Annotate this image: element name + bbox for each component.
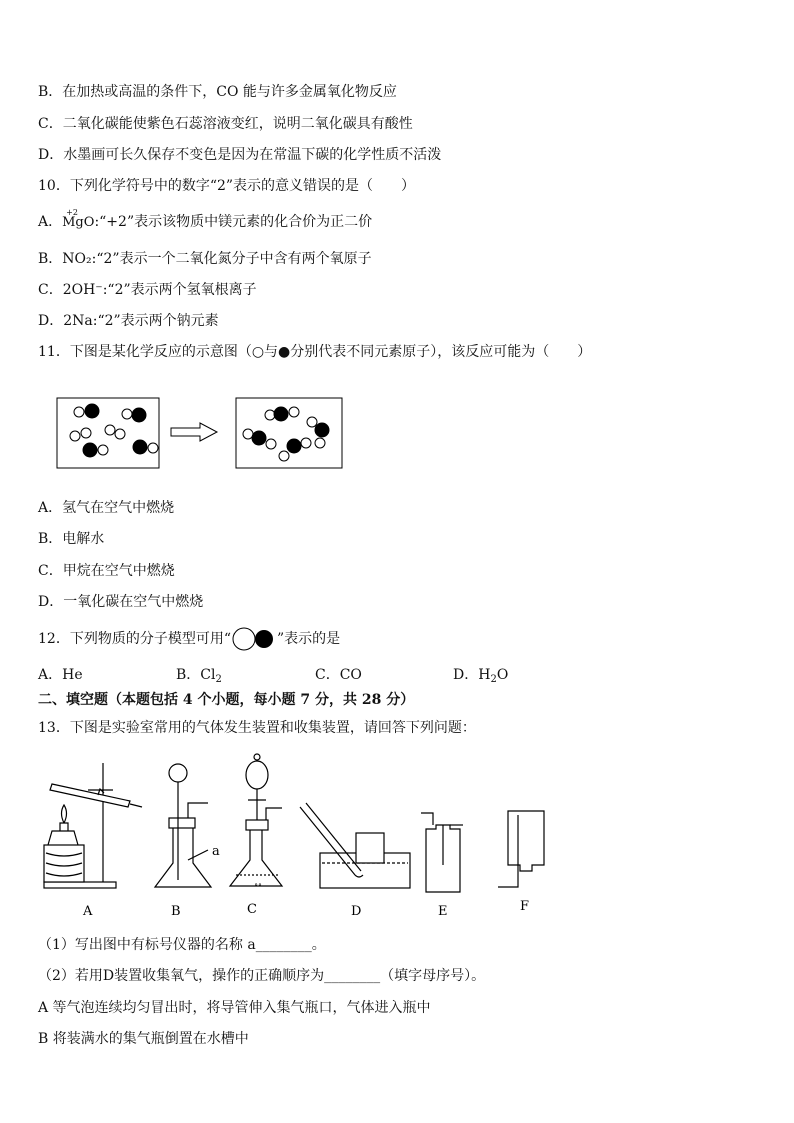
reactant-molecules: [70, 404, 158, 457]
option-11c: C．甲烷在空气中燃烧: [38, 563, 175, 579]
apparatus-c: [230, 754, 282, 889]
option-9c: C．二氧化碳能使紫色石蕊溶液变红，说明二氧化碳具有酸性: [38, 116, 413, 132]
option-10c: C．2OH⁻:“2”表示两个氢氧根离子: [38, 282, 257, 298]
label-a-pointer: a: [212, 844, 220, 859]
option-12b-pre: B．Cl: [176, 667, 216, 683]
valence-oxygen: O: [83, 215, 95, 230]
option-11b: B．电解水: [38, 531, 105, 547]
option-11a: A．氢气在空气中燃烧: [38, 500, 175, 516]
molecule-model-icon: [231, 627, 277, 651]
product-molecules: [243, 407, 329, 461]
question-13-step-a: A 等气泡连续均匀冒出时，将导管伸入集气瓶口，气体进入瓶中: [38, 1000, 431, 1016]
option-10a-prefix: A．: [38, 214, 63, 230]
option-12b-sub: 2: [215, 674, 222, 685]
label-apparatus-a: A: [83, 904, 93, 919]
option-12c: C．CO: [315, 667, 362, 683]
option-12a: A．He: [38, 667, 83, 683]
valence-element: Mg: [62, 215, 84, 230]
valence-notation: [62, 208, 95, 233]
label-apparatus-b: B: [171, 904, 181, 919]
label-apparatus-e: E: [438, 904, 448, 919]
reaction-arrow: [171, 423, 217, 441]
option-10a-text: :“+2”表示该物质中镁元素的化合价为正二价: [94, 214, 373, 230]
apparatus-diagram: [38, 745, 558, 923]
svg-text:∘∘: ∘∘: [254, 880, 262, 889]
question-12: [38, 627, 340, 651]
label-apparatus-c: C: [247, 902, 257, 917]
reaction-diagram: [50, 390, 350, 472]
option-12d: [453, 665, 508, 690]
option-10b: B．NO₂:“2”表示一个二氧化氮分子中含有两个氧原子: [38, 251, 372, 267]
option-11d: D．一氧化碳在空气中燃烧: [38, 594, 204, 610]
question-12-pre: 12．下列物质的分子模型可用“: [38, 631, 231, 647]
label-apparatus-f: F: [520, 899, 530, 914]
option-9b: B．在加热或高温的条件下，CO 能与许多金属氧化物反应: [38, 84, 397, 100]
section-title-2: 二、填空题（本题包括 4 个小题，每小题 7 分，共 28 分）: [38, 692, 415, 708]
valence-charge: +2: [66, 208, 78, 217]
apparatus-a: [44, 763, 142, 888]
option-10d: D．2Na:“2”表示两个钠元素: [38, 313, 219, 329]
option-10a: [38, 208, 373, 233]
question-13-1: （1）写出图中有标号仪器的名称 a________。: [38, 937, 326, 953]
option-12d-sub: 2: [490, 674, 497, 685]
question-11: 11．下图是某化学反应的示意图（○与●分别代表不同元素原子），该反应可能为（ ）: [38, 344, 592, 360]
apparatus-b: [155, 764, 211, 887]
question-13: 13．下图是实验室常用的气体发生装置和收集装置，请回答下列问题：: [38, 720, 476, 736]
option-12b: [176, 665, 222, 690]
option-12d-post: O: [496, 667, 509, 683]
apparatus-e: [421, 813, 463, 892]
label-apparatus-d: D: [351, 904, 362, 919]
question-12-post: ”表示的是: [276, 631, 341, 647]
option-9d: D．水墨画可长久保存不变色是因为在常温下碳的化学性质不活泼: [38, 147, 442, 163]
question-10: 10．下列化学符号中的数字“2”表示的意义错误的是（ ）: [38, 178, 416, 194]
question-13-step-b: B 将装满水的集气瓶倒置在水槽中: [38, 1031, 249, 1047]
question-13-2: （2）若用D装置收集氧气，操作的正确顺序为________（填字母序号）。: [38, 968, 486, 984]
apparatus-d: [300, 803, 410, 888]
option-12d-pre: D．H: [453, 667, 491, 683]
apparatus-f: [498, 811, 544, 887]
